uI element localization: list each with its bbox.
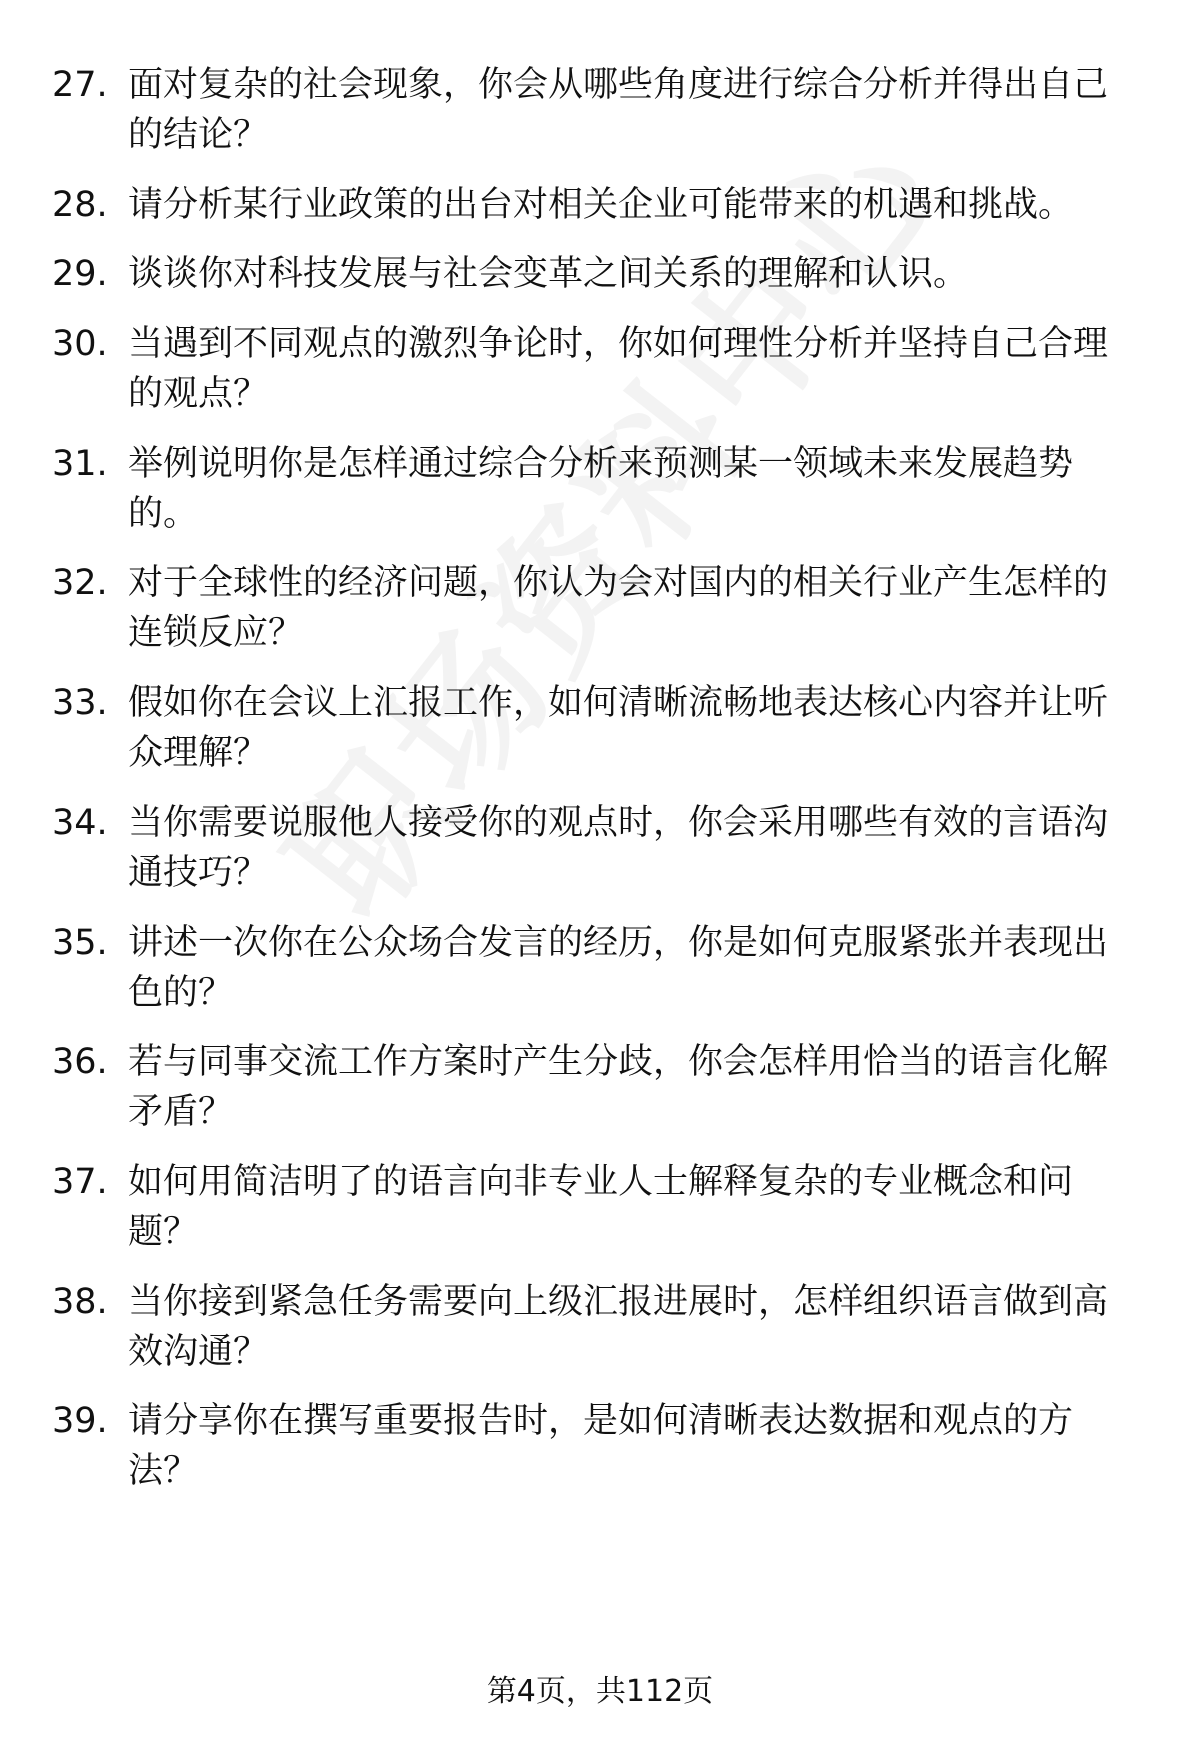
question-text: 当你需要说服他人接受你的观点时，你会采用哪些有效的言语沟通技巧？ [128, 802, 1109, 893]
list-item [0, 1037, 1200, 1137]
question-number: 38. [52, 1281, 108, 1322]
list-item [0, 558, 1200, 658]
question-number: 31. [52, 443, 108, 484]
list-item [0, 1396, 1200, 1496]
question-text: 讲述一次你在公众场合发言的经历，你是如何克服紧张并表现出色的？ [128, 922, 1109, 1013]
question-text: 若与同事交流工作方案时产生分歧，你会怎样用恰当的语言化解矛盾？ [128, 1042, 1109, 1133]
question-number: 28. [52, 184, 108, 225]
question-number: 29. [52, 254, 108, 295]
question-text: 如何用简洁明了的语言向非专业人士解释复杂的专业概念和问题？ [128, 1161, 1074, 1252]
question-text: 当你接到紧急任务需要向上级汇报进展时，怎样组织语言做到高效沟通？ [128, 1281, 1109, 1372]
question-text: 假如你在会议上汇报工作，如何清晰流畅地表达核心内容并让听众理解？ [128, 683, 1109, 774]
question-text: 对于全球性的经济问题，你认为会对国内的相关行业产生怎样的连锁反应？ [128, 563, 1109, 654]
question-number: 34. [52, 802, 108, 843]
question-text: 面对复杂的社会现象，你会从哪些角度进行综合分析并得出自己的结论？ [128, 65, 1109, 155]
list-item [0, 319, 1200, 419]
list-item [0, 798, 1200, 898]
list-item [0, 1277, 1200, 1377]
list-item [0, 678, 1200, 778]
list-item [0, 180, 1200, 230]
page-footer: 第4页，共112页 [486, 1674, 714, 1709]
question-number: 33. [52, 683, 108, 724]
list-item [0, 249, 1200, 299]
question-list [0, 60, 1200, 1516]
question-text: 谈谈你对科技发展与社会变革之间关系的理解和认识。 [128, 254, 969, 295]
question-number: 36. [52, 1042, 108, 1083]
list-item [0, 918, 1200, 1018]
question-text: 请分析某行业政策的出台对相关企业可能带来的机遇和挑战。 [128, 184, 1074, 225]
question-text: 请分享你在撰写重要报告时，是如何清晰表达数据和观点的方法？ [128, 1401, 1074, 1492]
question-number: 30. [52, 324, 108, 365]
question-text: 举例说明你是怎样通过综合分析来预测某一领域未来发展趋势的。 [128, 443, 1074, 534]
list-item [0, 439, 1200, 539]
list-item [0, 60, 1200, 160]
question-number: 37. [52, 1161, 108, 1202]
question-number: 39. [52, 1401, 108, 1442]
question-text: 当遇到不同观点的激烈争论时，你如何理性分析并坚持自己合理的观点？ [128, 324, 1109, 415]
list-item [0, 1157, 1200, 1257]
question-number: 35. [52, 922, 108, 963]
question-number: 27. [52, 65, 108, 105]
question-number: 32. [52, 563, 108, 604]
